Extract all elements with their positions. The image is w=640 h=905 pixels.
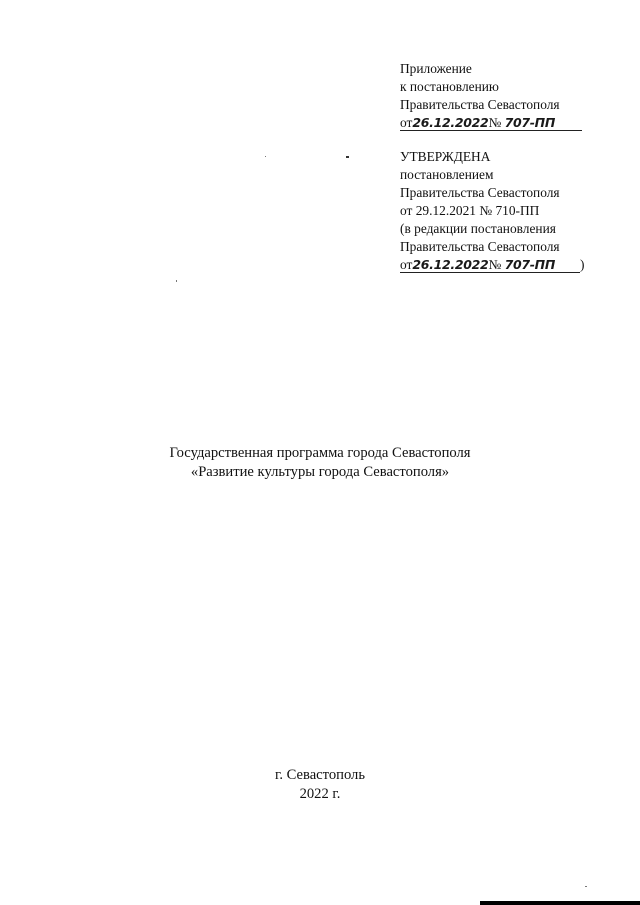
approved-fill-underline [400,257,580,273]
footer-city: г. Севастополь [274,767,365,783]
scan-speck [346,156,349,158]
appendix-header [400,60,630,132]
appendix-fill-underline [400,115,582,131]
scan-speck [265,156,266,157]
approved-number-prefix: № [488,257,502,272]
approved-line-2: Правительства Севастополя [400,185,560,200]
approved-line-3: от 29.12.2021 № 710-ПП [400,203,540,218]
approved-heading: УТВЕРЖДЕНА [400,149,491,164]
appendix-handwritten-number: 707-ПП [504,115,555,130]
appendix-date-row [400,114,630,132]
approval-header [400,148,630,274]
approved-handwritten-date: 26.12.2022 [412,257,489,272]
approved-date-prefix: от [400,257,413,272]
approved-line-5: Правительства Севастополя [400,239,560,254]
program-title-line-1: Государственная программа города Севастополя [169,445,471,461]
place-and-year [0,766,640,804]
approved-date-row [400,256,630,274]
scan-speck [585,886,587,887]
appendix-line-3: Правительства Севастополя [400,97,560,112]
scan-edge-mark [480,901,640,905]
approved-line-1: постановлением [400,167,494,182]
program-title-line-2: «Развитие культуры города Севастополя» [190,464,450,480]
appendix-number-prefix: № [488,115,502,130]
approved-handwritten-number: 707-ПП [504,257,555,272]
appendix-line-1: Приложение [400,61,472,76]
approved-line-4: (в редакции постановления [400,221,556,236]
program-title [0,444,640,482]
approved-closing-paren: ) [580,257,585,272]
scan-speck [176,280,177,282]
appendix-line-2: к постановлению [400,79,499,94]
appendix-handwritten-date: 26.12.2022 [412,115,489,130]
appendix-date-prefix: от [400,115,413,130]
footer-year: 2022 г. [299,786,341,802]
